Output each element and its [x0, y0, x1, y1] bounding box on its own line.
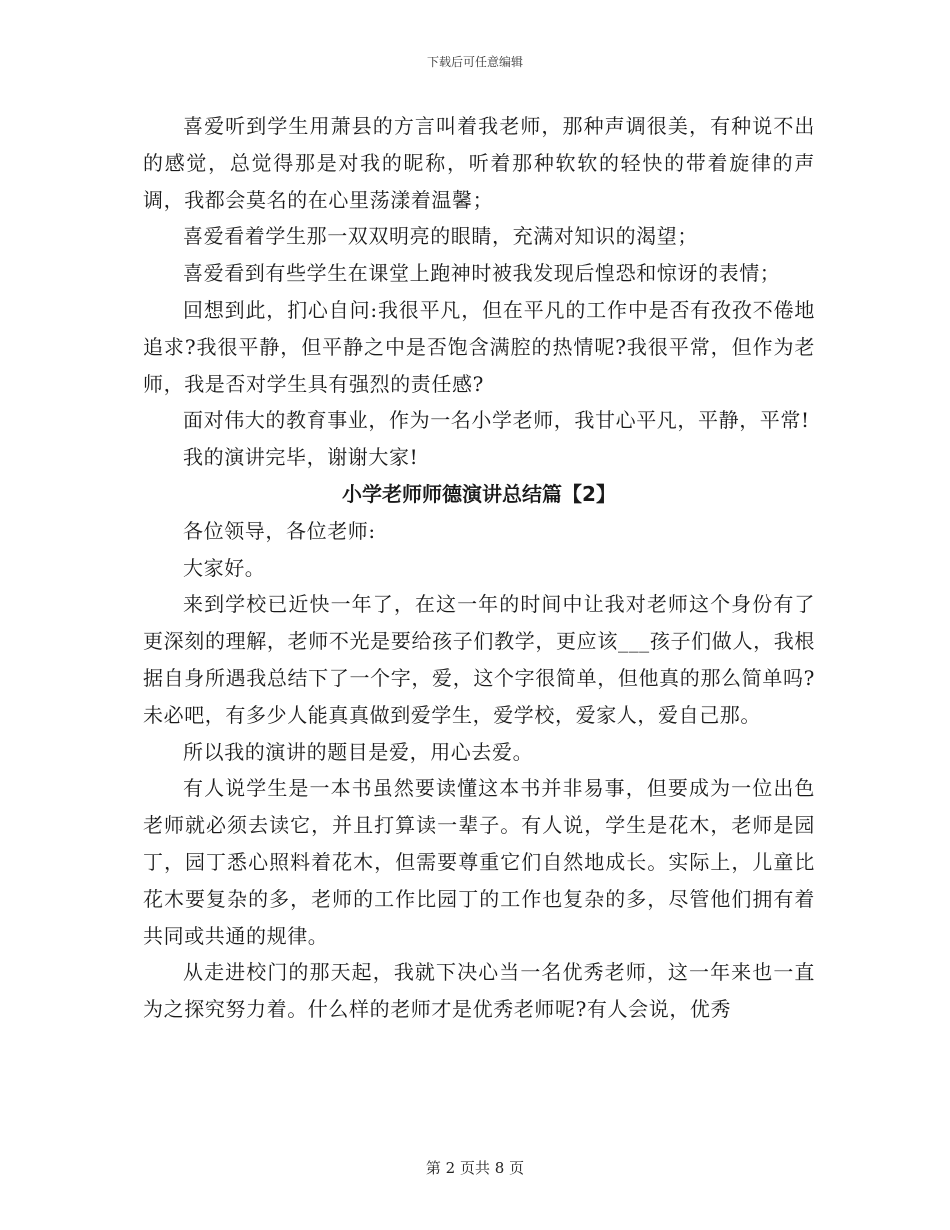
paragraph: 我的演讲完毕，谢谢大家!	[183, 445, 419, 470]
paragraph: 回想到此，扪心自问:我很平凡，但在平凡的工作中是否有孜孜不倦地追求?我很平静，但平静之中是否饱含满腔的热情呢?我很平常，但作为老师，我是否对学生具有强烈的责任感?	[143, 297, 815, 396]
paragraph: 来到学校已近快一年了，在这一年的时间中让我对老师这个身份有了更深刻的理解，老师不光是要给孩子们教学，更应该___孩子们做人，我根据自身所遇我总结下了一个字，爱，这个字很简单，但他真的那么简单吗?未必吧，有多少人能真真做到爱学生，爱学校，爱家人，爱自己那。	[143, 592, 815, 727]
page-number: 第 2 页共 8 页	[425, 1159, 525, 1177]
paragraph: 喜爱看到有些学生在课堂上跑神时被我发现后惶恐和惊讶的表情；	[183, 261, 781, 286]
page-header: 下载后可任意编辑	[426, 55, 523, 69]
paragraph: 所以我的演讲的题目是爱，用心去爱。	[183, 739, 534, 764]
paragraph: 大家好。	[183, 555, 266, 580]
paragraph: 喜爱听到学生用萧县的方言叫着我老师，那种声调很美，有种说不出的感觉，总觉得那是对我的昵称，听着那种软软的轻快的带着旋律的声调，我都会莫名的在心里荡漾着温馨；	[143, 114, 815, 212]
paragraph: 喜爱看着学生那一双双明亮的眼睛，充满对知识的渴望；	[183, 224, 698, 249]
section-title: 小学老师师德演讲总结篇【2】	[342, 481, 616, 506]
paragraph: 从走进校门的那天起，我就下决心当一名优秀老师，这一年来也一直为之探究努力着。什么样的老师才是优秀老师呢?有人会说，优秀	[143, 960, 815, 1022]
paragraph: 面对伟大的教育事业，作为一名小学老师，我甘心平凡，平静，平常!	[183, 408, 810, 433]
paragraph: 有人说学生是一本书虽然要读懂这本书并非易事，但要成为一位出色老师就必须去读它，并且打算读一辈子。有人说，学生是花木，老师是园丁，园丁悉心照料着花木，但需要尊重它们自然地成长。实际上，儿童比花木要复杂的多，老师的工作比园丁的工作也复杂的多，尽管他们拥有着共同或共通的规律。	[143, 776, 815, 948]
paragraph: 各位领导，各位老师:	[183, 518, 376, 543]
document-body	[143, 108, 815, 1028]
